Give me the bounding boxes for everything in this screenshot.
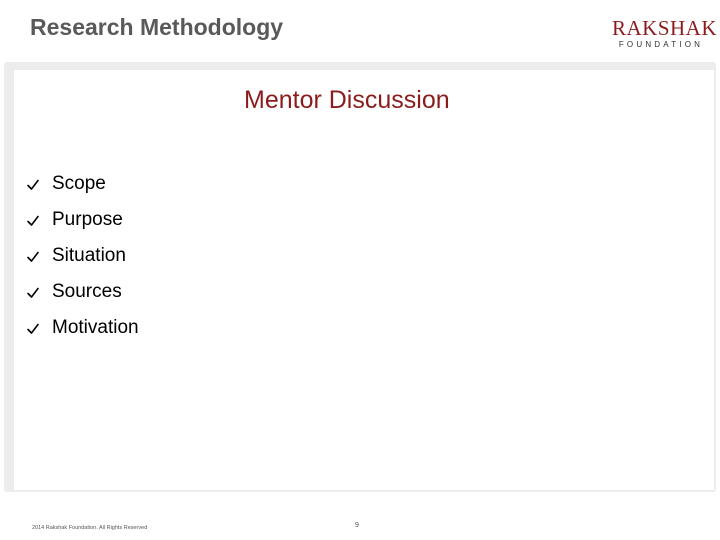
bullet-item-scope [26, 166, 139, 202]
header-title: Research Methodology [30, 14, 284, 40]
bullet-item-situation [26, 238, 139, 274]
bullet-label: Purpose [52, 209, 123, 230]
bullet-list [26, 166, 139, 346]
check-icon [26, 214, 40, 228]
bullet-label: Scope [52, 173, 106, 194]
slide-title: Mentor Discussion [244, 86, 450, 114]
bullet-label: Situation [52, 245, 126, 266]
page-number: 9 [355, 522, 359, 529]
logo-subtitle: FOUNDATION [618, 40, 704, 49]
rakshak-foundation-logo [612, 16, 718, 49]
footer-copyright: 2014 Rakshak Foundation. All Rights Reserved [32, 525, 148, 531]
bullet-label: Motivation [52, 317, 139, 338]
check-icon [26, 250, 40, 264]
bullet-item-sources [26, 274, 139, 310]
bullet-item-purpose [26, 202, 139, 238]
check-icon [26, 178, 40, 192]
check-icon [26, 286, 40, 300]
bullet-item-motivation [26, 310, 139, 346]
logo-word: RAKSHAK [612, 16, 718, 40]
check-icon [26, 322, 40, 336]
bullet-label: Sources [52, 281, 122, 302]
